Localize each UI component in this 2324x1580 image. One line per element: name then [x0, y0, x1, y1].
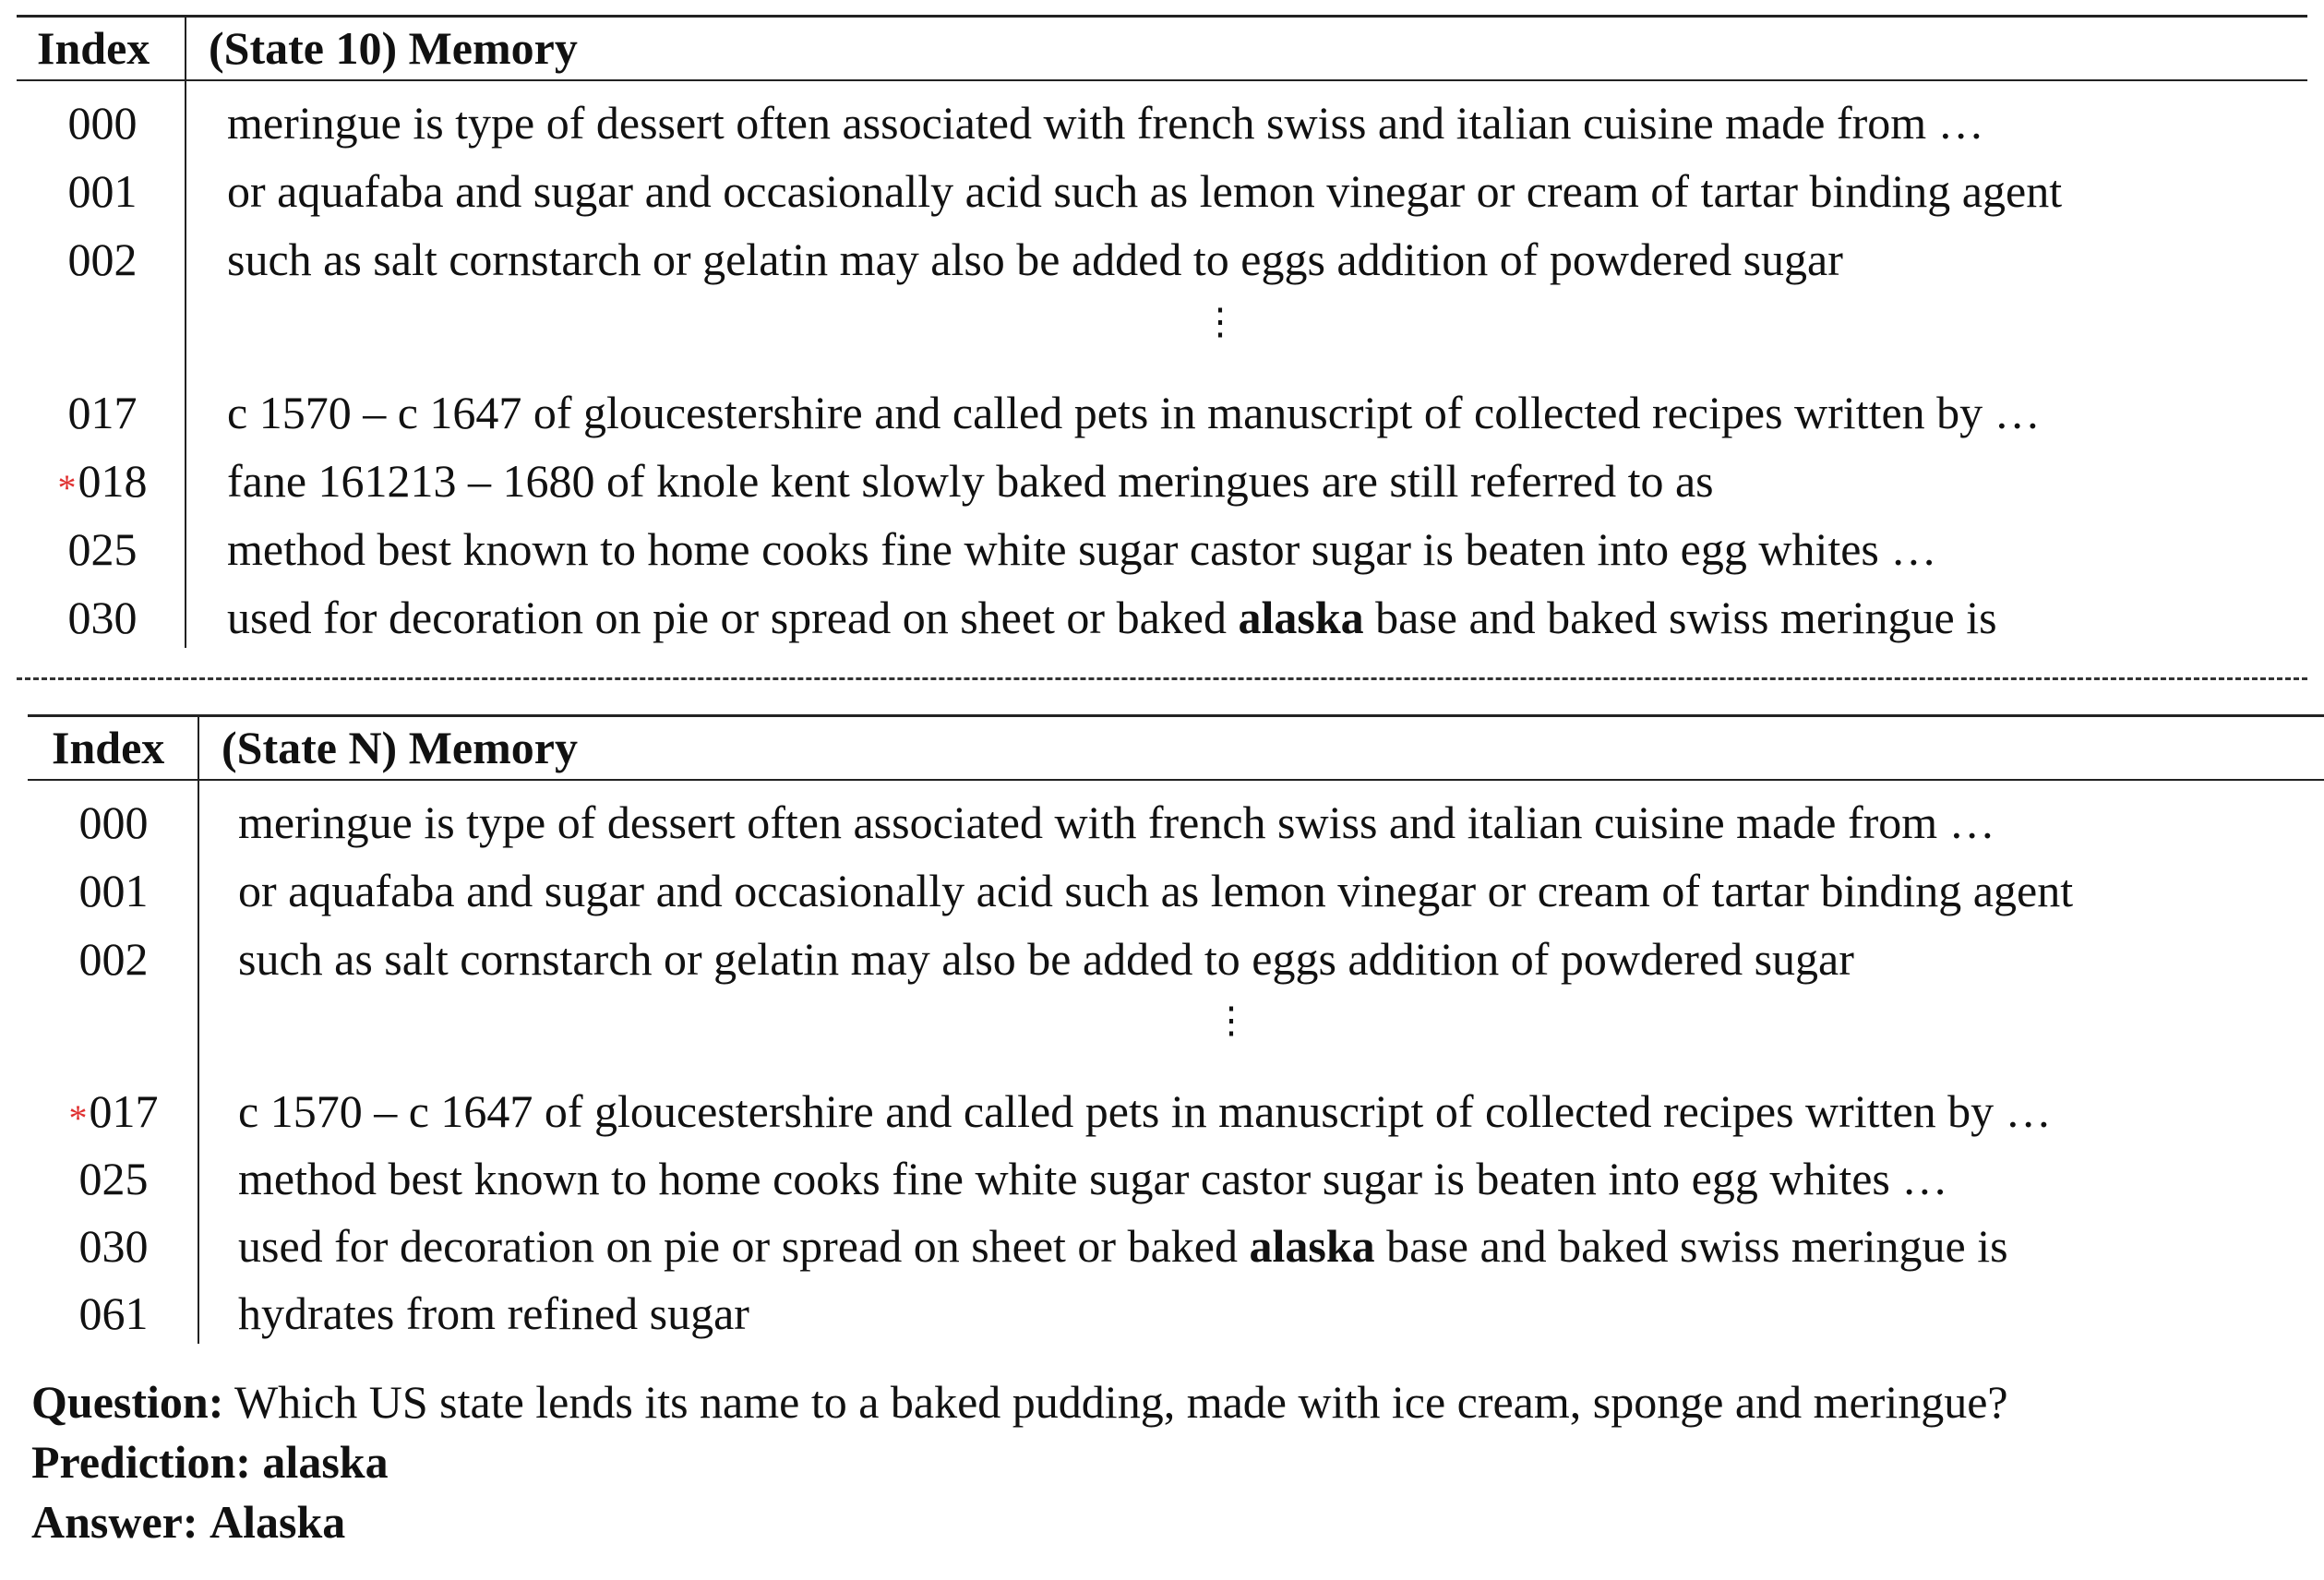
memory-text-pre: or aquafaba and sugar and occasionally acid such as lemon vinegar or cream of tartar binding agent: [227, 165, 2063, 217]
row-index-number: 018: [78, 455, 148, 507]
row-index: [35, 858, 192, 923]
memory-text-post: base and baked swiss meringue is: [1363, 592, 1997, 643]
table-row: [0, 1281, 2324, 1346]
index-header: Index: [37, 22, 150, 74]
memory-text-pre: used for decoration on pie or spread on sheet or baked: [238, 1220, 1250, 1272]
row-index-number: 001: [67, 165, 138, 217]
table-row: [0, 790, 2324, 855]
row-index: [35, 1146, 192, 1211]
memory-text-pre: meringue is type of dessert often associated with french swiss and italian cuisine made from …: [238, 796, 1995, 848]
memory-text-pre: c 1570 – c 1647 of gloucestershire and called pets in manuscript of collected recipes written by …: [227, 387, 2041, 438]
row-index-number: 001: [78, 865, 149, 916]
table-row: [0, 858, 2324, 923]
row-index-number: 000: [78, 796, 149, 848]
table-row: [0, 1214, 2324, 1278]
row-memory-text: [238, 1079, 2052, 1143]
row-index-number: 017: [89, 1085, 159, 1137]
answer-line: [31, 1491, 345, 1552]
highlight-star-icon: *: [57, 467, 77, 509]
highlight-star-icon: *: [68, 1097, 88, 1139]
row-memory-text: [238, 1281, 749, 1346]
table-row: [0, 1079, 2324, 1143]
index-header: Index: [52, 722, 165, 773]
row-index-number: 025: [78, 1153, 149, 1204]
answer-value: Alaska: [210, 1496, 346, 1548]
memory-text-pre: used for decoration on pie or spread on sheet or baked: [227, 592, 1239, 643]
memory-header: (State N) Memory: [222, 722, 578, 773]
memory-text-keyword: alaska: [1249, 1220, 1375, 1272]
row-memory-text: [238, 790, 1995, 855]
prediction-line: [31, 1431, 389, 1492]
memory-text-pre: hydrates from refined sugar: [238, 1287, 749, 1339]
row-index-number: 002: [78, 933, 149, 985]
row-index-number: 030: [78, 1220, 149, 1272]
memory-text-post: base and baked swiss meringue is: [1374, 1220, 2008, 1272]
row-index-number: 025: [67, 523, 138, 575]
prediction-value: alaska: [262, 1436, 389, 1488]
vertical-ellipsis: ⋮: [1202, 301, 1239, 342]
row-index: [35, 790, 192, 855]
memory-text-pre: fane 161213 – 1680 of knole kent slowly baked meringues are still referred to as: [227, 455, 1714, 507]
row-memory-text: [238, 858, 2073, 923]
memory-header: (State 10) Memory: [209, 22, 578, 74]
prediction-label: Prediction:: [31, 1436, 251, 1488]
memory-text-pre: method best known to home cooks fine white sugar castor sugar is beaten into egg whites …: [227, 523, 1937, 575]
question-line: [31, 1371, 2008, 1432]
row-memory-text: [238, 1146, 1947, 1211]
row-index: [35, 1214, 192, 1278]
table-row: [0, 1146, 2324, 1211]
memory-text-pre: such as salt cornstarch or gelatin may also be added to eggs addition of powdered sugar: [227, 233, 1843, 285]
memory-text-keyword: alaska: [1238, 592, 1364, 643]
row-index-number: 000: [67, 97, 138, 149]
memory-text-pre: such as salt cornstarch or gelatin may also be added to eggs addition of powdered sugar: [238, 933, 1854, 985]
top-rule: [28, 714, 2324, 717]
memory-text-pre: method best known to home cooks fine white sugar castor sugar is beaten into egg whites …: [238, 1153, 1948, 1204]
row-index-number: 030: [67, 592, 138, 643]
memory-text-pre: meringue is type of dessert often associated with french swiss and italian cuisine made from …: [227, 97, 1984, 149]
row-index: [35, 927, 192, 991]
memory-text-pre: c 1570 – c 1647 of gloucestershire and called pets in manuscript of collected recipes written by …: [238, 1085, 2052, 1137]
memory-text-pre: or aquafaba and sugar and occasionally acid such as lemon vinegar or cream of tartar binding agent: [238, 865, 2074, 916]
row-memory-text: [238, 1214, 2008, 1278]
row-index-number: 061: [78, 1287, 149, 1339]
table-row: [0, 927, 2324, 991]
question-label: Question:: [31, 1376, 224, 1428]
header-rule: [28, 779, 2324, 781]
row-memory-text: [238, 927, 1854, 991]
row-index: [35, 1281, 192, 1346]
question-text: Which US state lends its name to a baked pudding, made with ice cream, sponge and meringue?: [223, 1376, 2008, 1428]
row-index-number: 017: [67, 387, 138, 438]
row-index-number: 002: [67, 233, 138, 285]
answer-label: Answer:: [31, 1496, 198, 1548]
row-index: [35, 1079, 192, 1147]
vertical-ellipsis: ⋮: [1213, 999, 1250, 1041]
